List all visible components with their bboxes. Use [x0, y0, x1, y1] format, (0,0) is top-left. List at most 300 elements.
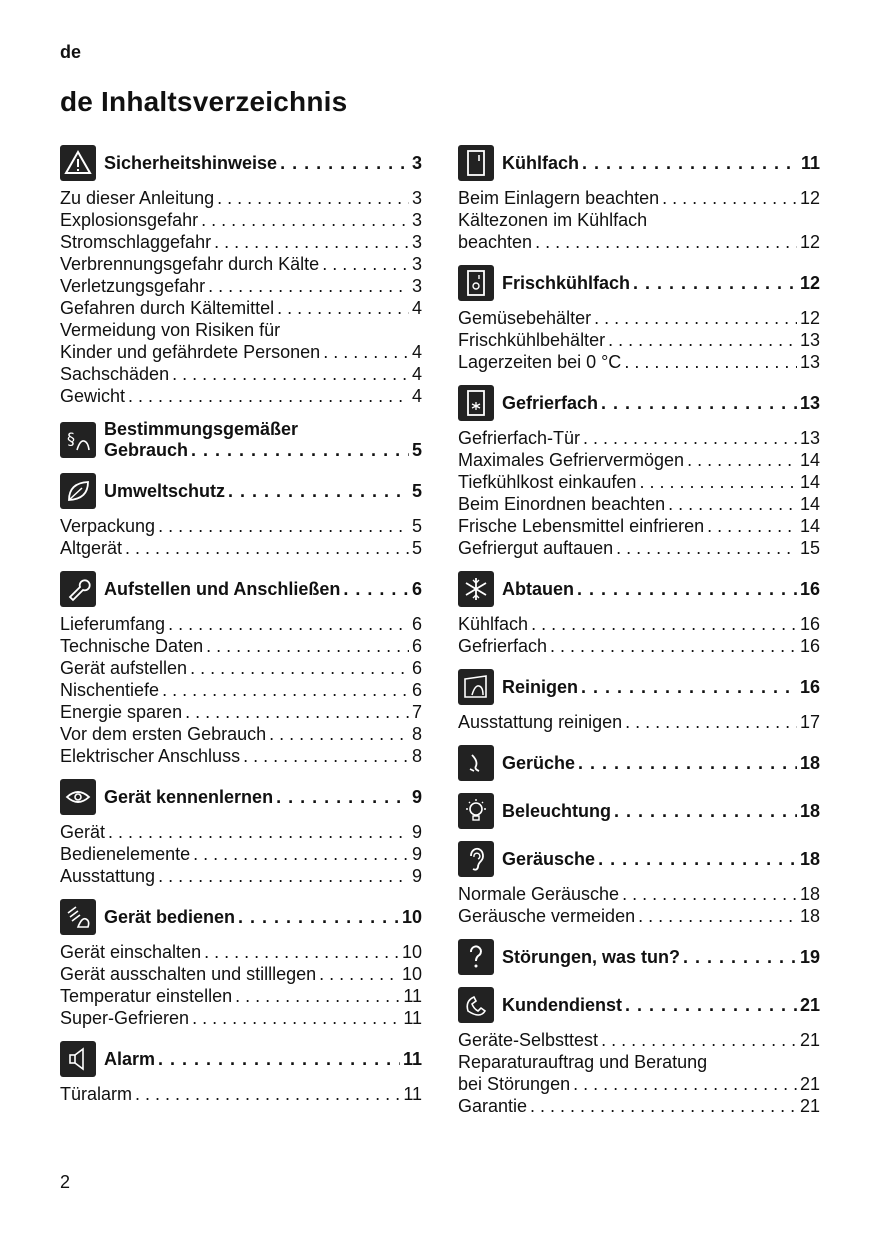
dot-leader: [128, 385, 409, 407]
toc-entry[interactable]: [60, 253, 422, 275]
toc-entry[interactable]: [458, 231, 820, 253]
toc-entry[interactable]: [60, 209, 422, 231]
entry-page: 8: [411, 746, 422, 766]
toc-entry[interactable]: Reparaturauftrag und Beratung: [458, 1052, 708, 1072]
entry-label: Geräte-Selbsttest: [458, 1030, 599, 1050]
dot-leader: [531, 613, 797, 635]
toc-entry[interactable]: [458, 449, 820, 471]
entry-page: 4: [411, 386, 422, 406]
section-title-text: Gerät kennenlernen: [104, 786, 274, 807]
toc-section: [458, 793, 820, 829]
section-heading[interactable]: [458, 793, 820, 829]
leaf-icon: [60, 473, 96, 509]
section-title: [502, 849, 820, 870]
speaker-icon: [60, 1041, 96, 1077]
section-page: 6: [411, 578, 422, 599]
dot-leader: [277, 297, 409, 319]
section-title: [502, 153, 820, 174]
section-title: [104, 419, 422, 461]
toc-section: [60, 571, 422, 767]
toc-section: [458, 145, 820, 253]
dot-leader: [625, 995, 797, 1016]
toc-entry[interactable]: [60, 821, 422, 843]
dot-leader: [204, 941, 399, 963]
section-title-text: Abtauen: [502, 578, 574, 599]
entry-page: 10: [401, 964, 422, 984]
dot-leader: [269, 723, 409, 745]
dot-leader: [639, 471, 797, 493]
dot-leader: [535, 231, 797, 253]
section-title: [104, 579, 422, 600]
svg-text:§: §: [67, 429, 75, 448]
entry-label: Gefahren durch Kältemittel: [60, 298, 275, 318]
toc-entry[interactable]: [458, 905, 820, 927]
section-title: [502, 995, 820, 1016]
entry-label: Bedienelemente: [60, 844, 191, 864]
dot-leader: [217, 187, 409, 209]
wrench-icon: [60, 571, 96, 607]
entry-label: Kühlfach: [458, 614, 529, 634]
toc-entry[interactable]: [60, 275, 422, 297]
section-page: 18: [799, 848, 820, 869]
entry-label: Frischkühlbehälter: [458, 330, 606, 350]
section-page: 11: [800, 152, 820, 173]
entry-page: 11: [403, 1084, 422, 1104]
dot-leader: [668, 493, 797, 515]
entry-page: 3: [411, 232, 422, 252]
toc-entry[interactable]: [60, 363, 422, 385]
section-page: 10: [401, 906, 422, 927]
entry-label: Gemüsebehälter: [458, 308, 592, 328]
toc-entry[interactable]: [60, 679, 422, 701]
dot-leader: [158, 1049, 400, 1070]
entry-page: 9: [411, 844, 422, 864]
entry-page: 14: [799, 450, 820, 470]
dot-leader: [206, 635, 409, 657]
entry-page: 11: [403, 986, 422, 1006]
toc-entry[interactable]: [60, 657, 422, 679]
entry-page: 5: [411, 516, 422, 536]
paragraph-hand-icon: [60, 422, 96, 458]
toc-entry[interactable]: [60, 385, 422, 407]
section-page: 21: [799, 994, 820, 1015]
toc-entry[interactable]: [458, 187, 820, 209]
dot-leader: [550, 635, 797, 657]
section-heading[interactable]: [60, 571, 422, 607]
dot-leader: [598, 849, 797, 870]
entry-label: Nischentiefe: [60, 680, 160, 700]
section-heading[interactable]: [458, 669, 820, 705]
entry-page: 4: [411, 364, 422, 384]
entry-page: 9: [411, 822, 422, 842]
toc-entry[interactable]: [458, 351, 820, 373]
section-heading[interactable]: [60, 899, 422, 935]
dot-leader: [185, 701, 409, 723]
section-page: 13: [799, 392, 820, 413]
toc-section: [60, 473, 422, 559]
entry-page: 21: [799, 1074, 820, 1094]
entry-label: Kinder und gefährdete Personen: [60, 342, 321, 362]
section-title-line2: [104, 440, 422, 461]
entry-label: Beim Einordnen beachten: [458, 494, 666, 514]
entry-label: Verletzungsgefahr: [60, 276, 206, 296]
entry-page: 6: [411, 614, 422, 634]
dot-leader: [578, 753, 797, 774]
entry-label: Sachschäden: [60, 364, 170, 384]
toc-entry[interactable]: [60, 723, 422, 745]
dot-leader: [191, 440, 409, 461]
entry-label: Altgerät: [60, 538, 123, 558]
section-title-text: Geräusche: [502, 848, 596, 869]
dot-leader: [235, 985, 400, 1007]
dot-leader: [228, 481, 409, 502]
entry-page: 9: [411, 866, 422, 886]
entry-page: 16: [799, 614, 820, 634]
toc-section: [458, 265, 820, 373]
freezer-icon: [458, 385, 494, 421]
toc-entry[interactable]: [458, 471, 820, 493]
toc-entry[interactable]: [60, 1007, 422, 1029]
dot-leader: [158, 515, 409, 537]
entry-label: bei Störungen: [458, 1074, 571, 1094]
entry-label: Gefrierfach-Tür: [458, 428, 581, 448]
light-bulb-icon: [458, 793, 494, 829]
cleaning-hand-icon: [458, 669, 494, 705]
toc-entry[interactable]: [60, 187, 422, 209]
dot-leader: [319, 963, 399, 985]
page-number: 2: [60, 1172, 71, 1192]
dot-leader: [125, 537, 409, 559]
section-title: [502, 273, 820, 294]
section-heading[interactable]: [458, 939, 820, 975]
dot-leader: [625, 711, 797, 733]
page-title: de Inhaltsverzeichnis: [60, 86, 348, 117]
section-title: [502, 579, 820, 600]
dot-leader: [168, 613, 409, 635]
section-page: 9: [411, 786, 422, 807]
section-title: [104, 907, 422, 928]
entry-label: Gewicht: [60, 386, 126, 406]
toc-entry[interactable]: [458, 883, 820, 905]
section-page: 18: [799, 800, 820, 821]
dot-leader: [243, 745, 409, 767]
entry-label: Explosionsgefahr: [60, 210, 199, 230]
section-heading[interactable]: [60, 1041, 422, 1077]
toc-entry[interactable]: [458, 1095, 820, 1117]
section-title-text: Gerät bedienen: [104, 906, 236, 927]
section-heading[interactable]: [458, 265, 820, 301]
entry-label: Elektrischer Anschluss: [60, 746, 241, 766]
entry-page: 3: [411, 276, 422, 296]
entry-label: Gerät: [60, 822, 106, 842]
dot-leader: [601, 393, 797, 414]
section-page: 19: [799, 946, 820, 967]
dot-leader: [214, 231, 409, 253]
phone-icon: [458, 987, 494, 1023]
section-title-text: Störungen, was tun?: [502, 946, 680, 967]
dot-leader: [608, 329, 797, 351]
entry-label: Tiefkühlkost einkaufen: [458, 472, 637, 492]
toc-entry[interactable]: [60, 635, 422, 657]
toc-section: [60, 1041, 422, 1105]
dot-leader: [582, 153, 798, 174]
entry-page: 14: [799, 472, 820, 492]
section-title-text: Kundendienst: [502, 994, 622, 1015]
entry-label: Gerät aufstellen: [60, 658, 188, 678]
section-title-text: Aufstellen und Anschließen: [104, 578, 341, 599]
section-title-text: Alarm: [104, 1048, 156, 1069]
entry-page: 16: [799, 636, 820, 656]
toc-entry[interactable]: [60, 745, 422, 767]
toc-entry[interactable]: [458, 635, 820, 657]
toc-entry[interactable]: [60, 941, 422, 963]
entry-label: Energie sparen: [60, 702, 183, 722]
dot-leader: [162, 679, 409, 701]
entry-page: 13: [799, 428, 820, 448]
entry-page: 15: [799, 538, 820, 558]
hand-control-icon: [60, 899, 96, 935]
entry-label: Lagerzeiten bei 0 °C: [458, 352, 622, 372]
toc-entry[interactable]: [60, 843, 422, 865]
entry-page: 14: [799, 494, 820, 514]
entry-label: Vor dem ersten Gebrauch: [60, 724, 267, 744]
language-tag: de: [60, 42, 82, 62]
fridge-icon: [458, 145, 494, 181]
entry-page: 4: [411, 298, 422, 318]
entry-page: 3: [411, 210, 422, 230]
toc-entry[interactable]: [458, 711, 820, 733]
toc-section: [458, 571, 820, 657]
section-heading[interactable]: [458, 745, 820, 781]
toc-entry[interactable]: [60, 613, 422, 635]
entry-label: Technische Daten: [60, 636, 204, 656]
section-heading[interactable]: [60, 145, 422, 181]
smell-icon: [458, 745, 494, 781]
toc-section: [458, 841, 820, 927]
dot-leader: [135, 1083, 400, 1105]
section-page: 16: [799, 676, 820, 697]
toc-entry[interactable]: [458, 1029, 820, 1051]
snowflake-icon: [458, 571, 494, 607]
toc-entry[interactable]: [458, 1073, 820, 1095]
entry-page: 11: [403, 1008, 422, 1028]
section-page: 5: [411, 480, 422, 501]
entry-page: 3: [411, 188, 422, 208]
dot-leader: [201, 209, 409, 231]
toc-section: [60, 779, 422, 887]
section-title-text: Reinigen: [502, 676, 579, 697]
dot-leader: [583, 427, 797, 449]
dot-leader: [601, 1029, 797, 1051]
entry-label: Verbrennungsgefahr durch Kälte: [60, 254, 320, 274]
section-title: [104, 481, 422, 502]
section-title-line1: Bestimmungsgemäßer: [104, 419, 299, 439]
section-title: [104, 787, 422, 808]
section-title-text: Sicherheitshinweise: [104, 152, 278, 173]
entry-label: Stromschlaggefahr: [60, 232, 212, 252]
section-title: [502, 801, 820, 822]
dot-leader: [638, 905, 797, 927]
entry-label: Gefriergut auftauen: [458, 538, 614, 558]
entry-page: 6: [411, 636, 422, 656]
toc-entry[interactable]: [60, 1083, 422, 1105]
ear-icon: [458, 841, 494, 877]
entry-label: Ausstattung: [60, 866, 156, 886]
toc-entry[interactable]: [60, 231, 422, 253]
entry-label: Temperatur einstellen: [60, 986, 233, 1006]
dot-leader: [208, 275, 409, 297]
section-page: 11: [402, 1048, 422, 1069]
entry-page: 14: [799, 516, 820, 536]
section-title-text: Kühlfach: [502, 152, 580, 173]
section-title: [502, 677, 820, 698]
section-heading[interactable]: [458, 571, 820, 607]
entry-page: 8: [411, 724, 422, 744]
toc-entry[interactable]: [60, 963, 422, 985]
dot-leader: [238, 907, 399, 928]
entry-page: 6: [411, 680, 422, 700]
entry-label: Beim Einlagern beachten: [458, 188, 660, 208]
entry-label: Türalarm: [60, 1084, 133, 1104]
entry-page: 12: [799, 188, 820, 208]
dot-leader: [172, 363, 409, 385]
section-title: [104, 1049, 422, 1070]
entry-label: Frische Lebensmittel einfrieren: [458, 516, 705, 536]
toc-entry[interactable]: [458, 493, 820, 515]
dot-leader: [616, 537, 797, 559]
toc-section: [60, 145, 422, 407]
toc-entry[interactable]: [60, 701, 422, 723]
section-title: [502, 753, 820, 774]
section-title-text: Frischkühlfach: [502, 272, 631, 293]
dot-leader: [594, 307, 797, 329]
entry-label: Maximales Gefriervermögen: [458, 450, 685, 470]
entry-page: 10: [401, 942, 422, 962]
entry-label: Normale Geräusche: [458, 884, 620, 904]
entry-label: Geräusche vermeiden: [458, 906, 636, 926]
dot-leader: [343, 579, 409, 600]
section-heading[interactable]: [60, 473, 422, 509]
dot-leader: [581, 677, 797, 698]
entry-label: Verpackung: [60, 516, 156, 536]
dot-leader: [633, 273, 797, 294]
entry-label: Garantie: [458, 1096, 528, 1116]
section-page: 18: [799, 752, 820, 773]
section-page: 5: [411, 440, 422, 460]
entry-page: 5: [411, 538, 422, 558]
entry-page: 12: [799, 232, 820, 252]
dot-leader: [322, 253, 409, 275]
section-title-text: Beleuchtung: [502, 800, 612, 821]
warning-triangle-icon: [60, 145, 96, 181]
entry-page: 18: [799, 884, 820, 904]
toc-entry[interactable]: Vermeidung von Risiken für: [60, 320, 281, 340]
toc-entry[interactable]: [458, 427, 820, 449]
section-page: 3: [411, 152, 422, 173]
entry-page: 13: [799, 330, 820, 350]
section-heading[interactable]: [60, 779, 422, 815]
toc-section: [458, 939, 820, 975]
dot-leader: [108, 821, 409, 843]
entry-label: Gerät ausschalten und stilllegen: [60, 964, 317, 984]
entry-page: 18: [799, 906, 820, 926]
dot-leader: [577, 579, 797, 600]
toc-entry[interactable]: [458, 329, 820, 351]
toc-entry[interactable]: [60, 865, 422, 887]
toc-entry[interactable]: [60, 985, 422, 1007]
toc-left-column: [60, 145, 422, 1117]
entry-label: Super-Gefrieren: [60, 1008, 190, 1028]
toc-entry[interactable]: [60, 515, 422, 537]
dot-leader: [193, 843, 409, 865]
toc-entry[interactable]: [458, 613, 820, 635]
toc-section: [458, 987, 820, 1117]
entry-label: beachten: [458, 232, 533, 252]
toc-entry[interactable]: [60, 297, 422, 319]
entry-label: Gerät einschalten: [60, 942, 202, 962]
section-title-text: Gefrierfach: [502, 392, 599, 413]
toc-section: [458, 385, 820, 559]
eye-icon: [60, 779, 96, 815]
toc-entry[interactable]: [458, 515, 820, 537]
entry-page: 4: [411, 342, 422, 362]
section-heading[interactable]: [458, 987, 820, 1023]
dot-leader: [662, 187, 797, 209]
toc-entry[interactable]: [60, 537, 422, 559]
section-title-text: Umweltschutz: [104, 480, 226, 501]
toc-entry[interactable]: [458, 307, 820, 329]
toc-entry[interactable]: [458, 537, 820, 559]
dot-leader: [192, 1007, 400, 1029]
entry-page: 21: [799, 1030, 820, 1050]
dot-leader: [614, 801, 797, 822]
dot-leader: [276, 787, 409, 808]
entry-page: 13: [799, 352, 820, 372]
entry-page: 17: [799, 712, 820, 732]
dot-leader: [707, 515, 797, 537]
question-icon: [458, 939, 494, 975]
section-heading[interactable]: [458, 841, 820, 877]
toc-section: [458, 745, 820, 781]
section-page: 16: [799, 578, 820, 599]
entry-page: 6: [411, 658, 422, 678]
dot-leader: [573, 1073, 797, 1095]
toc-section: [60, 899, 422, 1029]
entry-label: Gefrierfach: [458, 636, 548, 656]
dot-leader: [687, 449, 797, 471]
dot-leader: [622, 883, 797, 905]
toc-section: [458, 669, 820, 733]
toc-entry[interactable]: Kältezonen im Kühlfach: [458, 210, 648, 230]
section-heading[interactable]: [458, 385, 820, 421]
entry-label: Zu dieser Anleitung: [60, 188, 215, 208]
entry-label: Ausstattung reinigen: [458, 712, 623, 732]
section-title-text: Gerüche: [502, 752, 576, 773]
section-heading[interactable]: [60, 419, 422, 461]
dot-leader: [280, 153, 409, 174]
dot-leader: [530, 1095, 797, 1117]
fresh-box-icon: [458, 265, 494, 301]
entry-page: 12: [799, 308, 820, 328]
dot-leader: [683, 947, 797, 968]
dot-leader: [624, 351, 797, 373]
section-title: [104, 153, 422, 174]
section-page: 12: [799, 272, 820, 293]
section-heading[interactable]: [458, 145, 820, 181]
entry-label: Lieferumfang: [60, 614, 166, 634]
toc-section: [60, 419, 422, 461]
toc-entry[interactable]: [60, 341, 422, 363]
